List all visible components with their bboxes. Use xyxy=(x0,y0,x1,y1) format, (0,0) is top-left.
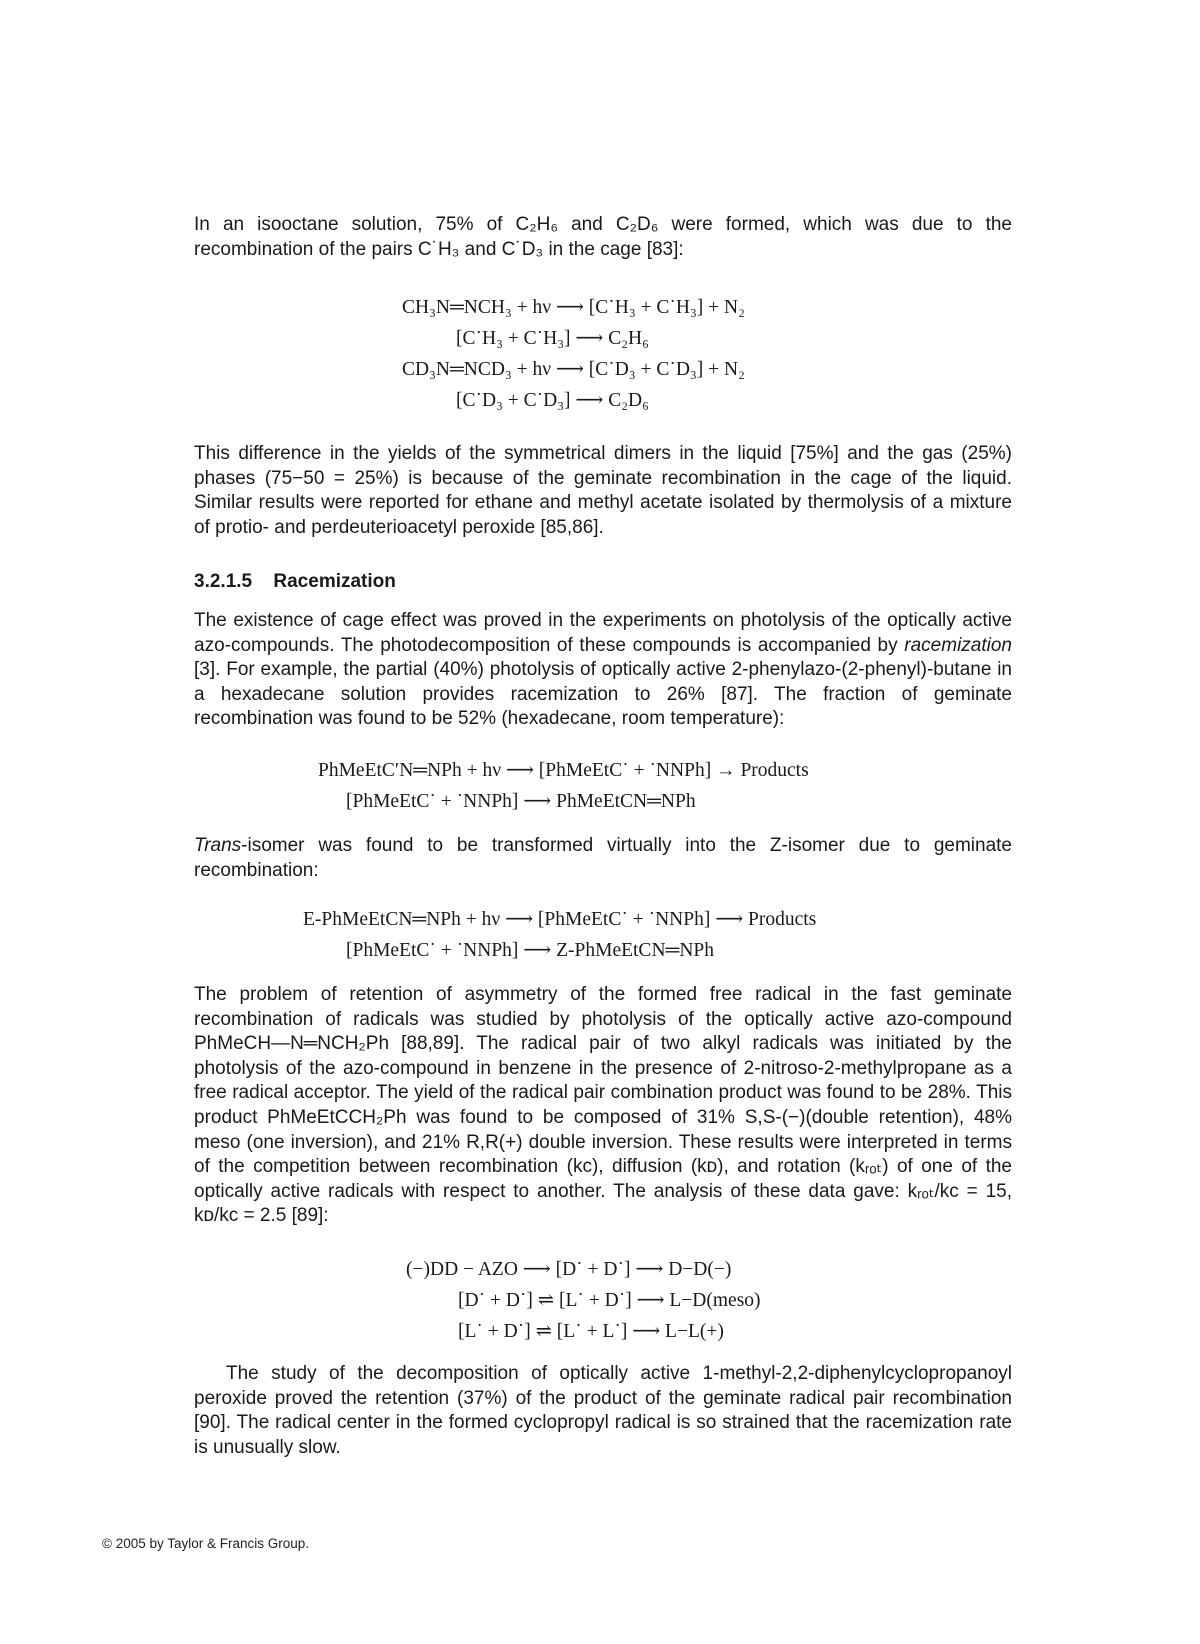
paragraph-text: The problem of retention of asymmetry of the formed free radical in the fast geminate recombination of radicals was studied by photolysis of the optically active azo-compound PhMeCH—N═NCH₂Ph [88,89]. The radical pair of two alkyl radicals was initiated by the photolysis of the azo-compound in benzene in the presence of 2-nitroso-2-methylpropane as a free radical acceptor. The yield of the radical pair combination product was found to be 28%. This product PhMeEtCCH₂Ph was found to be composed of 31% S,S-(−)(double retention), 48% meso (one inversion), and 21% R,R(+) double inversion. These results were interpreted in terms of the competition between recombination (kᴄ), diffusion (kᴅ), and rotation (kᵣₒₜ) of one of the optically active radicals with respect to another. The analysis of these data gave: kᵣₒₜ/kᴄ = 15, kᴅ/kᴄ = 2.5 [89]: xyxy=(194,984,1012,1227)
section-title: Racemization xyxy=(273,571,396,592)
section-heading xyxy=(194,570,1012,595)
equation-block-racemization xyxy=(318,755,809,817)
text-run: The existence of cage effect was proved in the experiments on photolysis of the optically active azo-compounds. The photodecomposition of these compounds is accompanied by xyxy=(194,610,1012,656)
paragraph-yield-difference xyxy=(194,442,1012,540)
paragraph-asymmetry-retention xyxy=(194,983,1012,1229)
equation-line: PhMeEtC′N═NPh + hν ⟶ [PhMeEtC˙ + ˙NNPh] → Products xyxy=(318,760,809,781)
equation-line: CH₃N═NCH₃ + hν ⟶ [C˙H₃ + C˙H₃] + N₂ xyxy=(402,297,745,318)
equation-block-isomerization xyxy=(303,904,816,966)
equation-line: [C˙D₃ + C˙D₃] ⟶ C₂D₆ xyxy=(456,390,649,411)
section-number: 3.2.1.5 xyxy=(194,571,253,592)
paragraph-cyclopropanoyl xyxy=(194,1362,1012,1460)
equation-line: (−)DD − AZO ⟶ [D˙ + D˙] ⟶ D−D(−) xyxy=(406,1259,732,1280)
text-run: [3]. For example, the partial (40%) photolysis of optically active 2-phenylazo-(2-phenyl)-butane in a hexadecane solution provides racemization to 26% [87]. The fraction of geminate recombination was found to be 52% (hexadecane, room temperature): xyxy=(194,659,1012,730)
equation-line: [PhMeEtC˙ + ˙NNPh] ⟶ Z-PhMeEtCN═NPh xyxy=(346,940,715,961)
paragraph-trans-isomer xyxy=(194,834,1012,883)
text-run: -isomer was found to be transformed virtually into the Z-isomer due to geminate recombination: xyxy=(194,835,1012,881)
paragraph-text: The study of the decomposition of optically active 1-methyl-2,2-diphenylcyclopropanoyl peroxide proved the retention (37%) of the product of the geminate radical pair recombination [90]. The radical center in the formed cyclopropyl radical is so strained that the racemization rate is unusually slow. xyxy=(194,1363,1012,1458)
copyright-footer: © 2005 by Taylor & Francis Group. xyxy=(102,1536,310,1551)
italic-term: Trans xyxy=(194,835,242,856)
italic-term: racemization xyxy=(904,634,1012,656)
paragraph-cage-effect xyxy=(194,609,1012,732)
paragraph-text xyxy=(194,609,1012,732)
equation-line: CD₃N═NCD₃ + hν ⟶ [C˙D₃ + C˙D₃] + N₂ xyxy=(402,359,745,380)
paragraph-isooctane xyxy=(194,213,1012,262)
equation-block-azomethane xyxy=(402,292,745,416)
equation-line: [D˙ + D˙] ⇌ [L˙ + D˙] ⟶ L−D(meso) xyxy=(458,1290,761,1311)
equation-block-stereo xyxy=(406,1254,761,1347)
equation-line: [PhMeEtC˙ + ˙NNPh] ⟶ PhMeEtCN═NPh xyxy=(346,791,696,812)
paragraph-text: This difference in the yields of the symmetrical dimers in the liquid [75%] and the gas (25%) phases (75−50 = 25%) is because of the geminate recombination in the cage of the liquid. Similar results were reported for ethane and methyl acetate isolated by thermolysis of a mixture of protio- and perdeuterioacetyl peroxide [85,86]. xyxy=(194,443,1012,538)
equation-line: [C˙H₃ + C˙H₃] ⟶ C₂H₆ xyxy=(456,328,649,349)
equation-line: E-PhMeEtCN═NPh + hν ⟶ [PhMeEtC˙ + ˙NNPh] ⟶ Products xyxy=(303,909,817,930)
equation-line: [L˙ + D˙] ⇌ [L˙ + L˙] ⟶ L−L(+) xyxy=(458,1321,724,1342)
paragraph-text: In an isooctane solution, 75% of C₂H₆ and C₂D₆ were formed, which was due to the recombination of the pairs C˙H₃ and C˙D₃ in the cage [83]: xyxy=(194,214,1012,260)
paragraph-text xyxy=(194,834,1012,883)
